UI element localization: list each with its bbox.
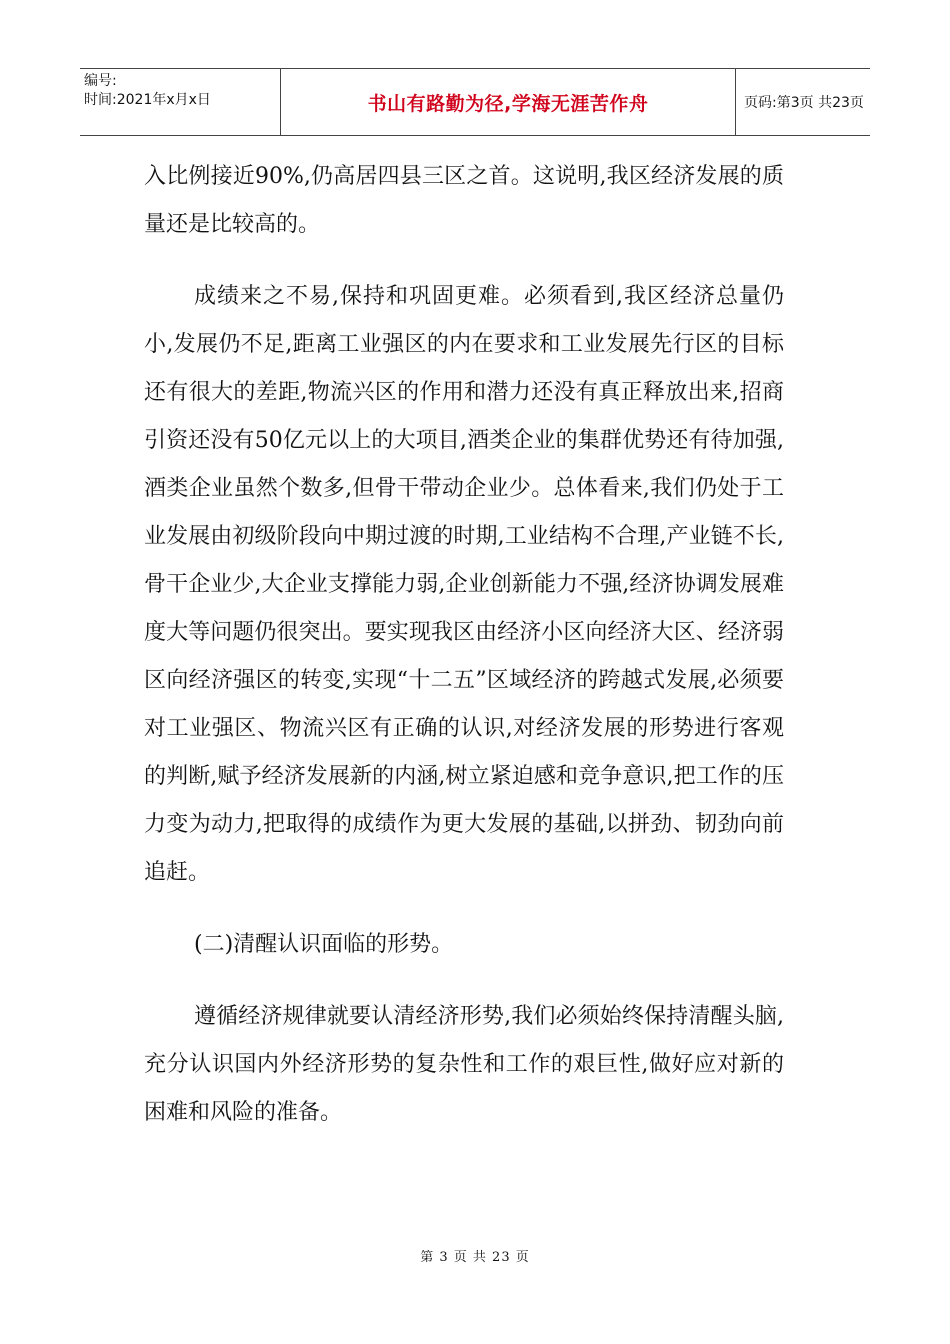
section-heading: (二)清醒认识面临的形势。 (194, 932, 454, 957)
page-header (80, 68, 870, 136)
paragraph: 遵循经济规律就要认清经济形势,我们必须始终保持清醒头脑,充分认识国内外经济形势的复杂性和工作的艰巨性,做好应对新的困难和风险的准备。 (144, 1004, 784, 1125)
header-motto-cell (281, 69, 736, 135)
paragraph-continued: 入比例接近90%,仍高居四县三区之首。这说明,我区经济发展的质量还是比较高的。 (144, 164, 784, 237)
header-motto: 书山有路勤为径,学海无涯苦作舟 (367, 92, 649, 115)
date-label: 时间:2021年x月x日 (84, 92, 211, 108)
header-page-info: 页码:第3页 共23页 (744, 95, 864, 111)
header-meta (80, 69, 281, 135)
paragraph: 成绩来之不易,保持和巩固更难。必须看到,我区经济总量仍小,发展仍不足,距离工业强区的内在要求和工业发展先行区的目标还有很大的差距,物流兴区的作用和潜力还没有真正释放出来,招商引资还没有50亿元以上的大项目,酒类企业的集群优势还有待加强,酒类企业虽然个数多,但骨干带动企业少。总体看来,我们仍处于工业发展由初级阶段向中期过渡的时期,工业结构不合理,产业链不长,骨干企业少,大企业支撑能力弱,企业创新能力不强,经济协调发展难度大等问题仍很突出。要实现我区由经济小区向经济大区、经济弱区向经济强区的转变,实现“十二五”区域经济的跨越式发展,必须要对工业强区、物流兴区有正确的认识,对经济发展的形势进行客观的判断,赋予经济发展新的内涵,树立紧迫感和竞争意识,把工作的压力变为动力,把取得的成绩作为更大发展的基础,以拼劲、韧劲向前追赶。 (144, 284, 784, 885)
serial-number-label: 编号: (84, 73, 117, 89)
document-body (144, 153, 784, 1137)
page-footer: 第 3 页 共 23 页 (420, 1250, 530, 1265)
